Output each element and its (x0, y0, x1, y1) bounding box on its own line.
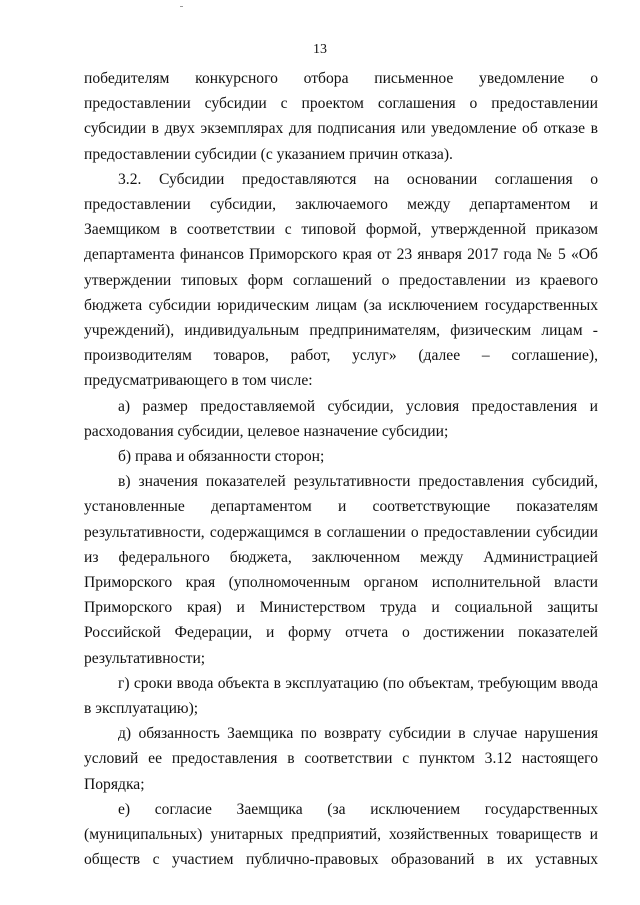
list-item-d: д) обязанность Заемщика по возврату субсидии в случае нарушения условий ее предоставления в соответствии с пунктом 3.12 настоящего Порядка; (84, 725, 598, 793)
list-item-a: а) размер предоставляемой субсидии, условия предоставления и расходования субсидии, целевое назначение субсидии; (84, 397, 598, 440)
list-item-b: б) права и обязанности сторон; (118, 448, 325, 466)
paragraph-3-2: 3.2. Субсидии предоставляются на основании соглашения о предоставлении субсидии, заключаемого между департаментом и Заемщиком в соответствии с типовой формой, утвержденной приказом департамента финансов Приморского края от 23 января 2017 года № 5 «Об утверждении типовых форм соглашений о предоставлении из краевого бюджета субсидии юридическим лицам (за исключением государственных учреждений), индивидуальным предпринимателям, физическим лицам - производителям товаров, работ, услуг» (далее – соглашение), предусматривающего в том числе: (84, 170, 598, 390)
scan-speck (180, 6, 183, 7)
list-item-v: в) значения показателей результативности предоставления субсидий, установленные департаментом и соответствующие показателям результативности, содержащимся в соглашении о предоставлении субсидии из федерального бюджета, заключенном между Администрацией Приморского края (уполномоченным органом исполнительной власти Приморского края) и Министерством труда и социальной защиты Российской Федерации, и форму отчета о достижении показателей результативности; (84, 473, 598, 667)
list-item-e: е) согласие Заемщика (за исключением государственных (муниципальных) унитарных предприятий, хозяйственных товариществ и обществ с участием публично-правовых образований в их уставных (84, 800, 598, 869)
paragraph-continuation: победителям конкурсного отбора письменное уведомление о предоставлении субсидии с проектом соглашения о предоставлении субсидии в двух экземплярах для подписания или уведомление об отказе в предоставлении субсидии (с указанием причин отказа). (84, 70, 598, 163)
page-number: 13 (313, 42, 327, 57)
list-item-g: г) сроки ввода объекта в эксплуатацию (по объектам, требующим ввода в эксплуатацию); (84, 674, 598, 718)
document-body (84, 66, 598, 873)
